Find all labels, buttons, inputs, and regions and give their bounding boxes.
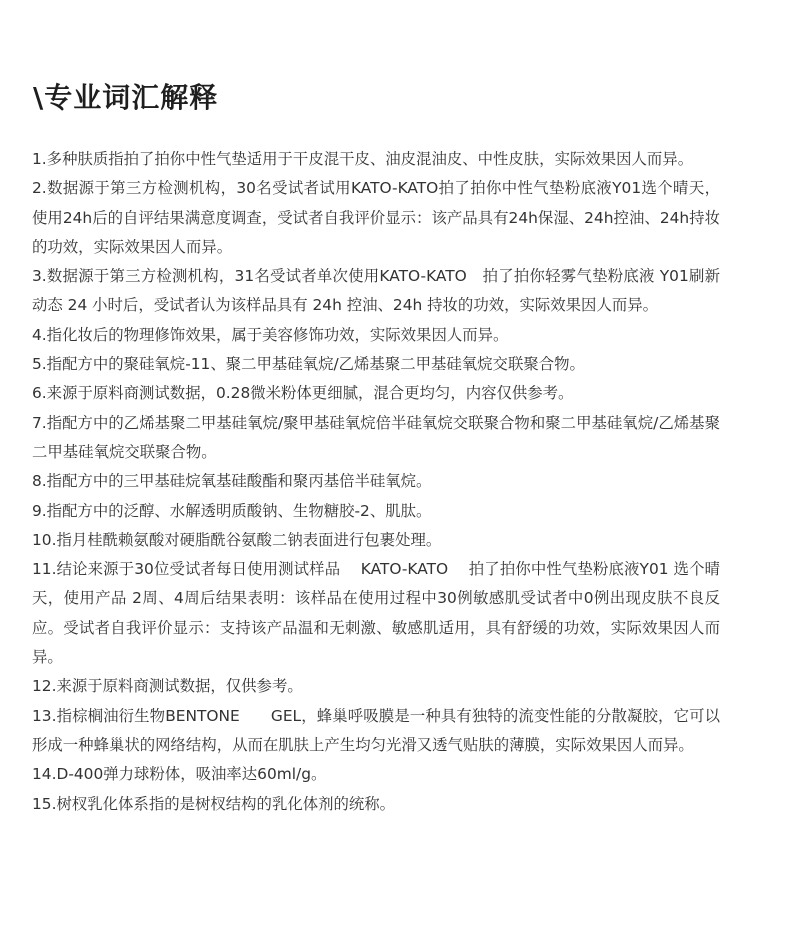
glossary-item-2: 2.数据源于第三方检测机构，30名受试者试用KATO-KATO拍了拍你中性气垫粉底液Y01选个晴天，使用24h后的自评结果满意度调查，受试者自我评价显示：该产品具有24h保湿、24h控油、24h持妆的功效，实际效果因人而异。 xyxy=(32,179,720,256)
glossary-item-14: 14.D-400弹力球粉体，吸油率达60ml/g。 xyxy=(32,765,327,784)
glossary-list xyxy=(32,145,720,819)
page-title: \专业词汇解释 xyxy=(33,81,219,114)
glossary-item-1: 1.多种肤质指拍了拍你中性气垫适用于干皮混干皮、油皮混油皮、中性皮肤，实际效果因人而异。 xyxy=(32,150,694,168)
glossary-item-8: 8.指配方中的三甲基硅烷氧基硅酸酯和聚丙基倍半硅氧烷。 xyxy=(32,472,432,491)
glossary-item-12: 12.来源于原料商测试数据，仅供参考。 xyxy=(32,677,303,696)
glossary-item-6: 6.来源于原料商测试数据，0.28微米粉体更细腻，混合更均匀，内容仅供参考。 xyxy=(32,384,574,403)
glossary-item-9: 9.指配方中的泛醇、水解透明质酸钠、生物糖胶-2、肌肽。 xyxy=(32,501,432,520)
glossary-item-7: 7.指配方中的乙烯基聚二甲基硅氧烷/聚甲基硅氧烷倍半硅氧烷交联聚合物和聚二甲基硅氧烷/乙烯基聚二甲基硅氧烷交联聚合物。 xyxy=(32,413,720,461)
glossary-item-11: 11.结论来源于30位受试者每日使用测试样品 KATO-KATO 拍了拍你中性气垫粉底液Y01 选个晴天，使用产品 2周、4周后结果表明：该样品在使用过程中30例敏感肌受试者中0例出现皮肤不良反应。受试者自我评价显示：支持该产品温和无刺激、敏感肌适用，具有舒缓的功效，实际效果因人而异。 xyxy=(32,560,720,667)
glossary-item-5: 5.指配方中的聚硅氧烷-11、聚二甲基硅氧烷/乙烯基聚二甲基硅氧烷交联聚合物。 xyxy=(32,355,585,374)
glossary-item-3: 3.数据源于第三方检测机构，31名受试者单次使用KATO-KATO 拍了拍你轻雾气垫粉底液 Y01刷新动态 24 小时后，受试者认为该样品具有 24h 控油、24h 持妆的功效，实际效果因人而异。 xyxy=(32,267,720,315)
glossary-item-10: 10.指月桂酰赖氨酸对硬脂酰谷氨酸二钠表面进行包裹处理。 xyxy=(32,530,442,549)
glossary-item-4: 4.指化妆后的物理修饰效果，属于美容修饰功效，实际效果因人而异。 xyxy=(32,325,509,344)
glossary-item-13: 13.指棕榈油衍生物BENTONE GEL，蜂巢呼吸膜是一种具有独特的流变性能的分散凝胶，它可以形成一种蜂巢状的网络结构，从而在肌肤上产生均匀光滑又透气贴肤的薄膜，实际效果因人而异。 xyxy=(32,706,720,754)
glossary-item-15: 15.树杈乳化体系指的是树杈结构的乳化体剂的统称。 xyxy=(32,794,396,813)
